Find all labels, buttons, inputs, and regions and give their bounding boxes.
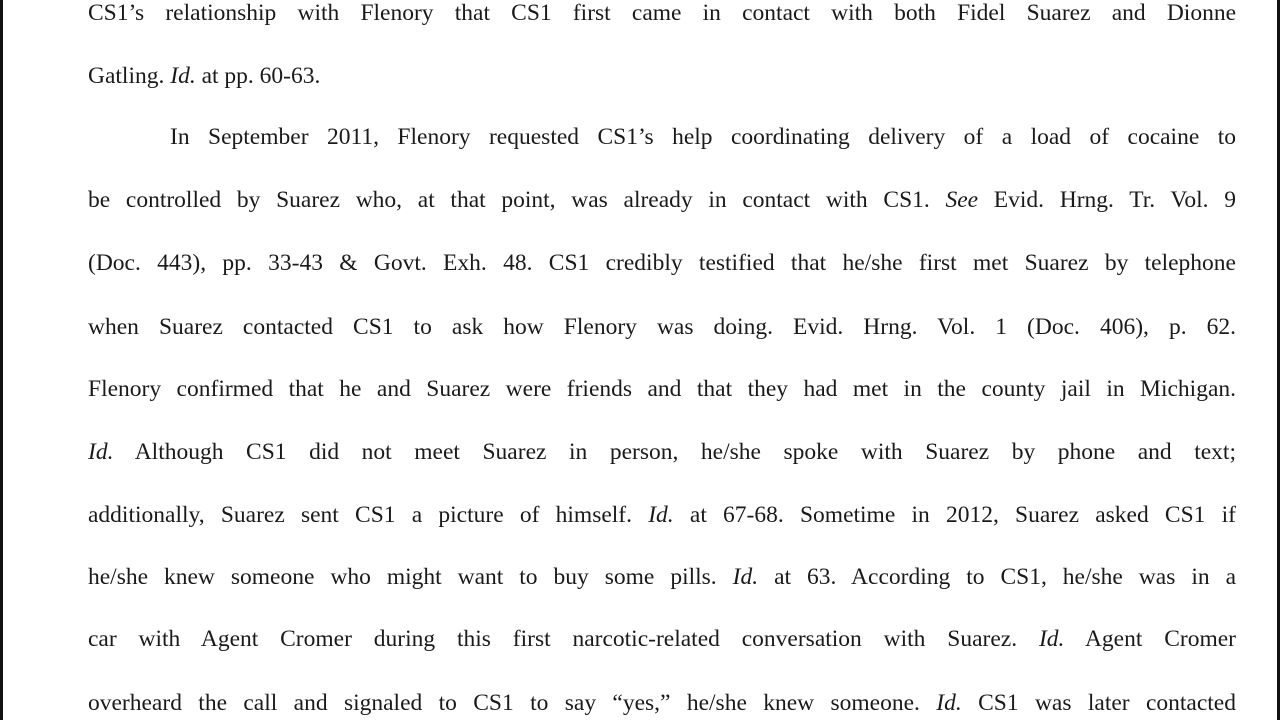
text-line-9 [88,498,1236,532]
text-segment: CS1 was later contacted [961,690,1236,716]
text-segment: Flenory confirmed that he and Suarez were friends and that they had met in the county jail in Michigan. [88,376,1236,402]
text-segment: car with Agent Cromer during this first narcotic-related conversation with Suarez. [88,626,1039,652]
text-line-8 [88,435,1236,469]
text-line-3 [88,120,1236,154]
citation-italic: Id. [88,439,114,465]
citation-italic: Id. [936,690,962,716]
text-line-7 [88,372,1236,406]
text-segment: In September 2011, Flenory requested CS1’s help coordinating delivery of a load of cocaine to [170,124,1236,150]
text-line-1 [88,0,1236,30]
text-line-10 [88,560,1236,594]
text-segment: be controlled by Suarez who, at that point, was already in contact with CS1. [88,187,946,213]
text-segment: at 63. According to CS1, he/she was in a [758,564,1236,590]
text-line-11 [88,622,1236,656]
text-line-2 [88,59,1236,93]
text-line-6 [88,310,1236,344]
text-segment: Although CS1 did not meet Suarez in person, he/she spoke with Suarez by phone and text; [113,439,1236,465]
text-line-12 [88,686,1236,720]
text-line-4 [88,183,1236,217]
text-line-5 [88,246,1236,280]
text-segment: Agent Cromer [1064,626,1236,652]
text-segment: at 67-68. Sometime in 2012, Suarez asked CS1 if [673,502,1236,528]
left-border [0,0,3,720]
text-segment: when Suarez contacted CS1 to ask how Flenory was doing. Evid. Hrng. Vol. 1 (Doc. 406), p. 62. [88,314,1236,340]
citation-italic: See [945,187,979,213]
citation-italic: Id. [1038,626,1065,652]
text-segment: (Doc. 443), pp. 33-43 & Govt. Exh. 48. CS1 credibly testified that he/she first met Suarez by telephone [88,250,1236,276]
text-segment: Gatling. [88,63,171,89]
text-segment: at pp. 60-63. [195,63,321,89]
text-segment: Evid. Hrng. Tr. Vol. 9 [978,187,1236,213]
citation-italic: Id. [648,502,674,528]
text-segment: overheard the call and signaled to CS1 to say “yes,” he/she knew someone. [88,690,937,716]
text-segment: CS1’s relationship with Flenory that CS1 first came in contact with both Fidel Suarez and Dionne [88,0,1236,26]
citation-italic: Id. [732,564,759,590]
text-segment: he/she knew someone who might want to buy some pills. [88,564,733,590]
citation-italic: Id. [170,63,196,89]
text-segment: additionally, Suarez sent CS1 a picture of himself. [88,502,649,528]
